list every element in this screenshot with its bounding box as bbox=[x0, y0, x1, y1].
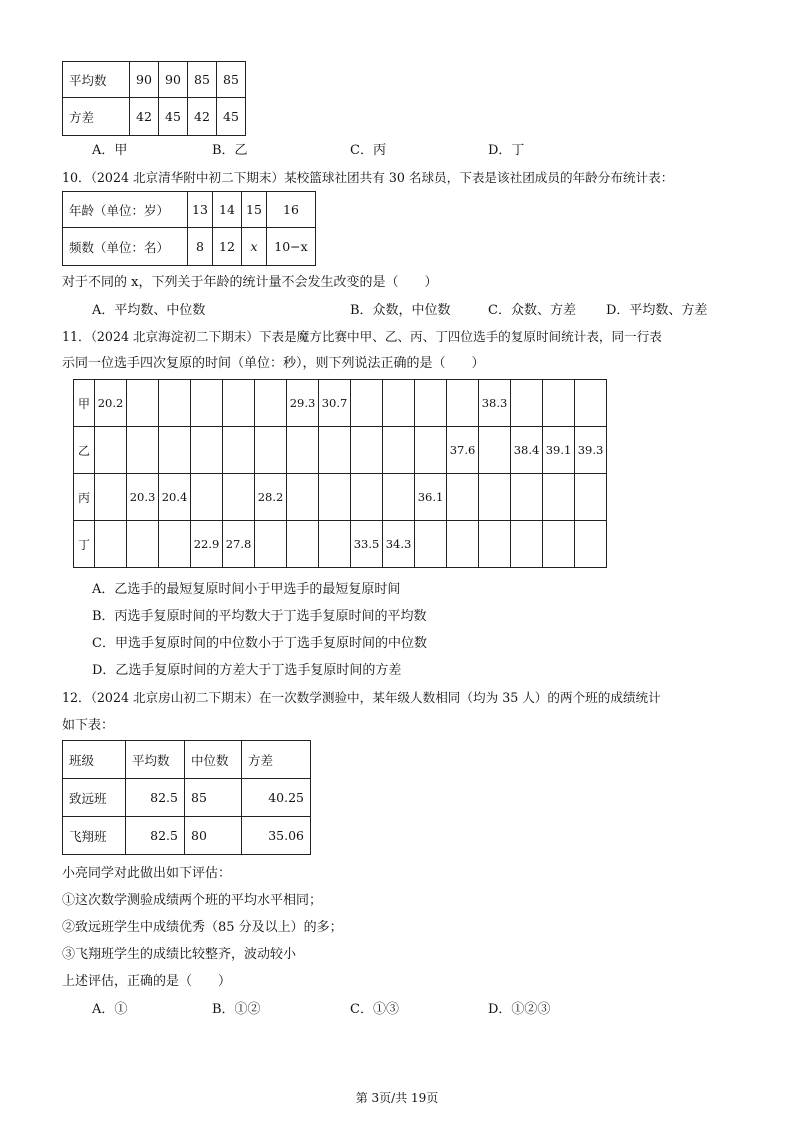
table-cell: 20.3 bbox=[127, 474, 159, 521]
table-cell bbox=[351, 427, 383, 474]
table-cell bbox=[191, 474, 223, 521]
table-cell bbox=[383, 474, 415, 521]
table-cell: 39.3 bbox=[575, 427, 607, 474]
q12-line-5: 上述评估，正确的是（ ） bbox=[62, 974, 232, 989]
table-cell: 36.1 bbox=[415, 474, 447, 521]
q12-option-b: B．①② bbox=[212, 1002, 261, 1017]
table-cell: 82.5 bbox=[126, 779, 185, 817]
player-label: 丁 bbox=[74, 521, 95, 568]
table-cell: 14 bbox=[213, 192, 242, 228]
q12-option-d: D．①②③ bbox=[488, 1002, 551, 1017]
table-cell bbox=[447, 474, 479, 521]
q9-option-a: A．甲 bbox=[92, 143, 128, 158]
q11-option-a: A．乙选手的最短复原时间小于甲选手的最短复原时间 bbox=[92, 582, 401, 597]
table-cell: 80 bbox=[185, 817, 242, 855]
table-cell: 37.6 bbox=[447, 427, 479, 474]
table-cell: 29.3 bbox=[287, 380, 319, 427]
q9-stats-table bbox=[62, 61, 246, 136]
player-label: 甲 bbox=[74, 380, 95, 427]
q11-option-d: D．乙选手复原时间的方差大于丁选手复原时间的方差 bbox=[92, 663, 402, 678]
table-cell bbox=[383, 380, 415, 427]
q12-stem-line1: 12．（2024 北京房山初二下期末）在一次数学测验中，某年级人数相同（均为 35 人）的两个班的成绩统计 bbox=[62, 690, 661, 705]
table-cell bbox=[287, 521, 319, 568]
table-cell bbox=[575, 474, 607, 521]
row-label: 年龄（单位：岁） bbox=[63, 192, 188, 228]
table-cell bbox=[511, 521, 543, 568]
table-cell bbox=[543, 521, 575, 568]
q11-times-table bbox=[73, 379, 607, 568]
table-cell bbox=[95, 427, 127, 474]
q10-question: 对于不同的 x，下列关于年龄的统计量不会发生改变的是（ ） bbox=[62, 275, 438, 290]
table-cell: 33.5 bbox=[351, 521, 383, 568]
q10-option-b: B．众数，中位数 bbox=[350, 303, 451, 318]
table-cell: 20.4 bbox=[159, 474, 191, 521]
q10-option-d: D．平均数、方差 bbox=[606, 303, 708, 318]
table-cell bbox=[159, 521, 191, 568]
table-cell bbox=[543, 474, 575, 521]
table-cell bbox=[127, 380, 159, 427]
table-cell bbox=[319, 427, 351, 474]
table-cell bbox=[575, 380, 607, 427]
table-cell bbox=[255, 380, 287, 427]
table-cell: 45 bbox=[159, 98, 188, 136]
table-cell: 16 bbox=[267, 192, 316, 228]
table-cell: 85 bbox=[185, 779, 242, 817]
table-header: 方差 bbox=[242, 741, 311, 779]
table-cell: 20.2 bbox=[95, 380, 127, 427]
table-row bbox=[74, 521, 607, 568]
q12-class-table bbox=[62, 740, 311, 855]
table-header: 平均数 bbox=[126, 741, 185, 779]
table-cell: 13 bbox=[188, 192, 213, 228]
q11-stem-line2: 示同一位选手四次复原的时间（单位：秒），则下列说法正确的是（ ） bbox=[62, 356, 485, 371]
row-label: 平均数 bbox=[63, 62, 130, 98]
q9-option-c: C．丙 bbox=[350, 143, 386, 158]
table-cell: 35.06 bbox=[242, 817, 311, 855]
table-cell: x bbox=[242, 228, 267, 266]
table-cell: 30.7 bbox=[319, 380, 351, 427]
table-cell bbox=[479, 521, 511, 568]
table-cell bbox=[127, 521, 159, 568]
q12-option-c: C．①③ bbox=[350, 1002, 399, 1017]
q11-stem-line1: 11．（2024 北京海淀初二下期末）下表是魔方比赛中甲、乙、丙、丁四位选手的复原时间统计表，同一行表 bbox=[62, 329, 662, 344]
table-cell bbox=[415, 427, 447, 474]
table-cell bbox=[511, 474, 543, 521]
table-cell: 38.3 bbox=[479, 380, 511, 427]
table-row bbox=[74, 380, 607, 427]
table-cell bbox=[511, 380, 543, 427]
table-cell bbox=[127, 427, 159, 474]
table-cell bbox=[223, 380, 255, 427]
table-cell bbox=[95, 521, 127, 568]
table-cell: 飞翔班 bbox=[63, 817, 126, 855]
table-cell bbox=[575, 521, 607, 568]
table-cell bbox=[95, 474, 127, 521]
table-cell bbox=[255, 521, 287, 568]
q10-option-a: A．平均数、中位数 bbox=[92, 303, 206, 318]
table-cell: 42 bbox=[188, 98, 217, 136]
table-cell: 90 bbox=[159, 62, 188, 98]
table-cell bbox=[351, 380, 383, 427]
page-footer: 第 3页/共 19页 bbox=[355, 1091, 439, 1105]
table-cell bbox=[319, 474, 351, 521]
table-cell bbox=[191, 427, 223, 474]
table-row bbox=[74, 427, 607, 474]
table-cell bbox=[287, 427, 319, 474]
table-cell bbox=[159, 427, 191, 474]
table-cell bbox=[351, 474, 383, 521]
table-cell bbox=[415, 521, 447, 568]
table-cell: 85 bbox=[188, 62, 217, 98]
table-cell bbox=[447, 521, 479, 568]
table-cell: 10−x bbox=[267, 228, 316, 266]
table-cell bbox=[415, 380, 447, 427]
table-cell: 28.2 bbox=[255, 474, 287, 521]
table-cell bbox=[223, 427, 255, 474]
table-cell bbox=[479, 427, 511, 474]
q12-line-3: ②致远班学生中成绩优秀（85 分及以上）的多； bbox=[62, 920, 343, 935]
table-cell: 致远班 bbox=[63, 779, 126, 817]
table-cell: 85 bbox=[217, 62, 246, 98]
table-cell: 12 bbox=[213, 228, 242, 266]
table-header: 班级 bbox=[63, 741, 126, 779]
q10-age-table bbox=[62, 191, 316, 266]
table-cell: 40.25 bbox=[242, 779, 311, 817]
player-label: 丙 bbox=[74, 474, 95, 521]
q12-line-2: ①这次数学测验成绩两个班的平均水平相同； bbox=[62, 893, 323, 908]
table-cell bbox=[479, 474, 511, 521]
table-cell: 34.3 bbox=[383, 521, 415, 568]
table-cell: 38.4 bbox=[511, 427, 543, 474]
q12-line-1: 小亮同学对此做出如下评估： bbox=[62, 866, 232, 881]
table-cell bbox=[255, 427, 287, 474]
table-cell bbox=[223, 474, 255, 521]
q9-option-b: B．乙 bbox=[212, 143, 248, 158]
table-cell bbox=[159, 380, 191, 427]
table-cell bbox=[319, 521, 351, 568]
table-cell: 22.9 bbox=[191, 521, 223, 568]
q12-option-a: A．① bbox=[92, 1002, 128, 1017]
table-row bbox=[74, 474, 607, 521]
table-cell: 42 bbox=[130, 98, 159, 136]
row-label: 方差 bbox=[63, 98, 130, 136]
q12-stem-line2: 如下表： bbox=[62, 718, 115, 733]
row-label: 频数（单位：名） bbox=[63, 228, 188, 266]
table-cell bbox=[447, 380, 479, 427]
q12-line-4: ③飞翔班学生的成绩比较整齐，波动较小 bbox=[62, 947, 297, 962]
q11-option-b: B．丙选手复原时间的平均数大于丁选手复原时间的平均数 bbox=[92, 609, 427, 624]
table-cell bbox=[287, 474, 319, 521]
table-cell: 45 bbox=[217, 98, 246, 136]
table-header: 中位数 bbox=[185, 741, 242, 779]
table-cell: 8 bbox=[188, 228, 213, 266]
q11-option-c: C．甲选手复原时间的中位数小于丁选手复原时间的中位数 bbox=[92, 636, 427, 651]
player-label: 乙 bbox=[74, 427, 95, 474]
table-cell: 82.5 bbox=[126, 817, 185, 855]
table-cell bbox=[383, 427, 415, 474]
table-cell bbox=[191, 380, 223, 427]
table-cell: 90 bbox=[130, 62, 159, 98]
table-cell bbox=[543, 380, 575, 427]
q9-option-d: D．丁 bbox=[488, 143, 525, 158]
q10-option-c: C．众数、方差 bbox=[488, 303, 576, 318]
table-cell: 27.8 bbox=[223, 521, 255, 568]
table-cell: 15 bbox=[242, 192, 267, 228]
table-cell: 39.1 bbox=[543, 427, 575, 474]
q10-stem: 10．（2024 北京清华附中初二下期末）某校篮球社团共有 30 名球员，下表是该社团成员的年龄分布统计表： bbox=[62, 170, 674, 185]
